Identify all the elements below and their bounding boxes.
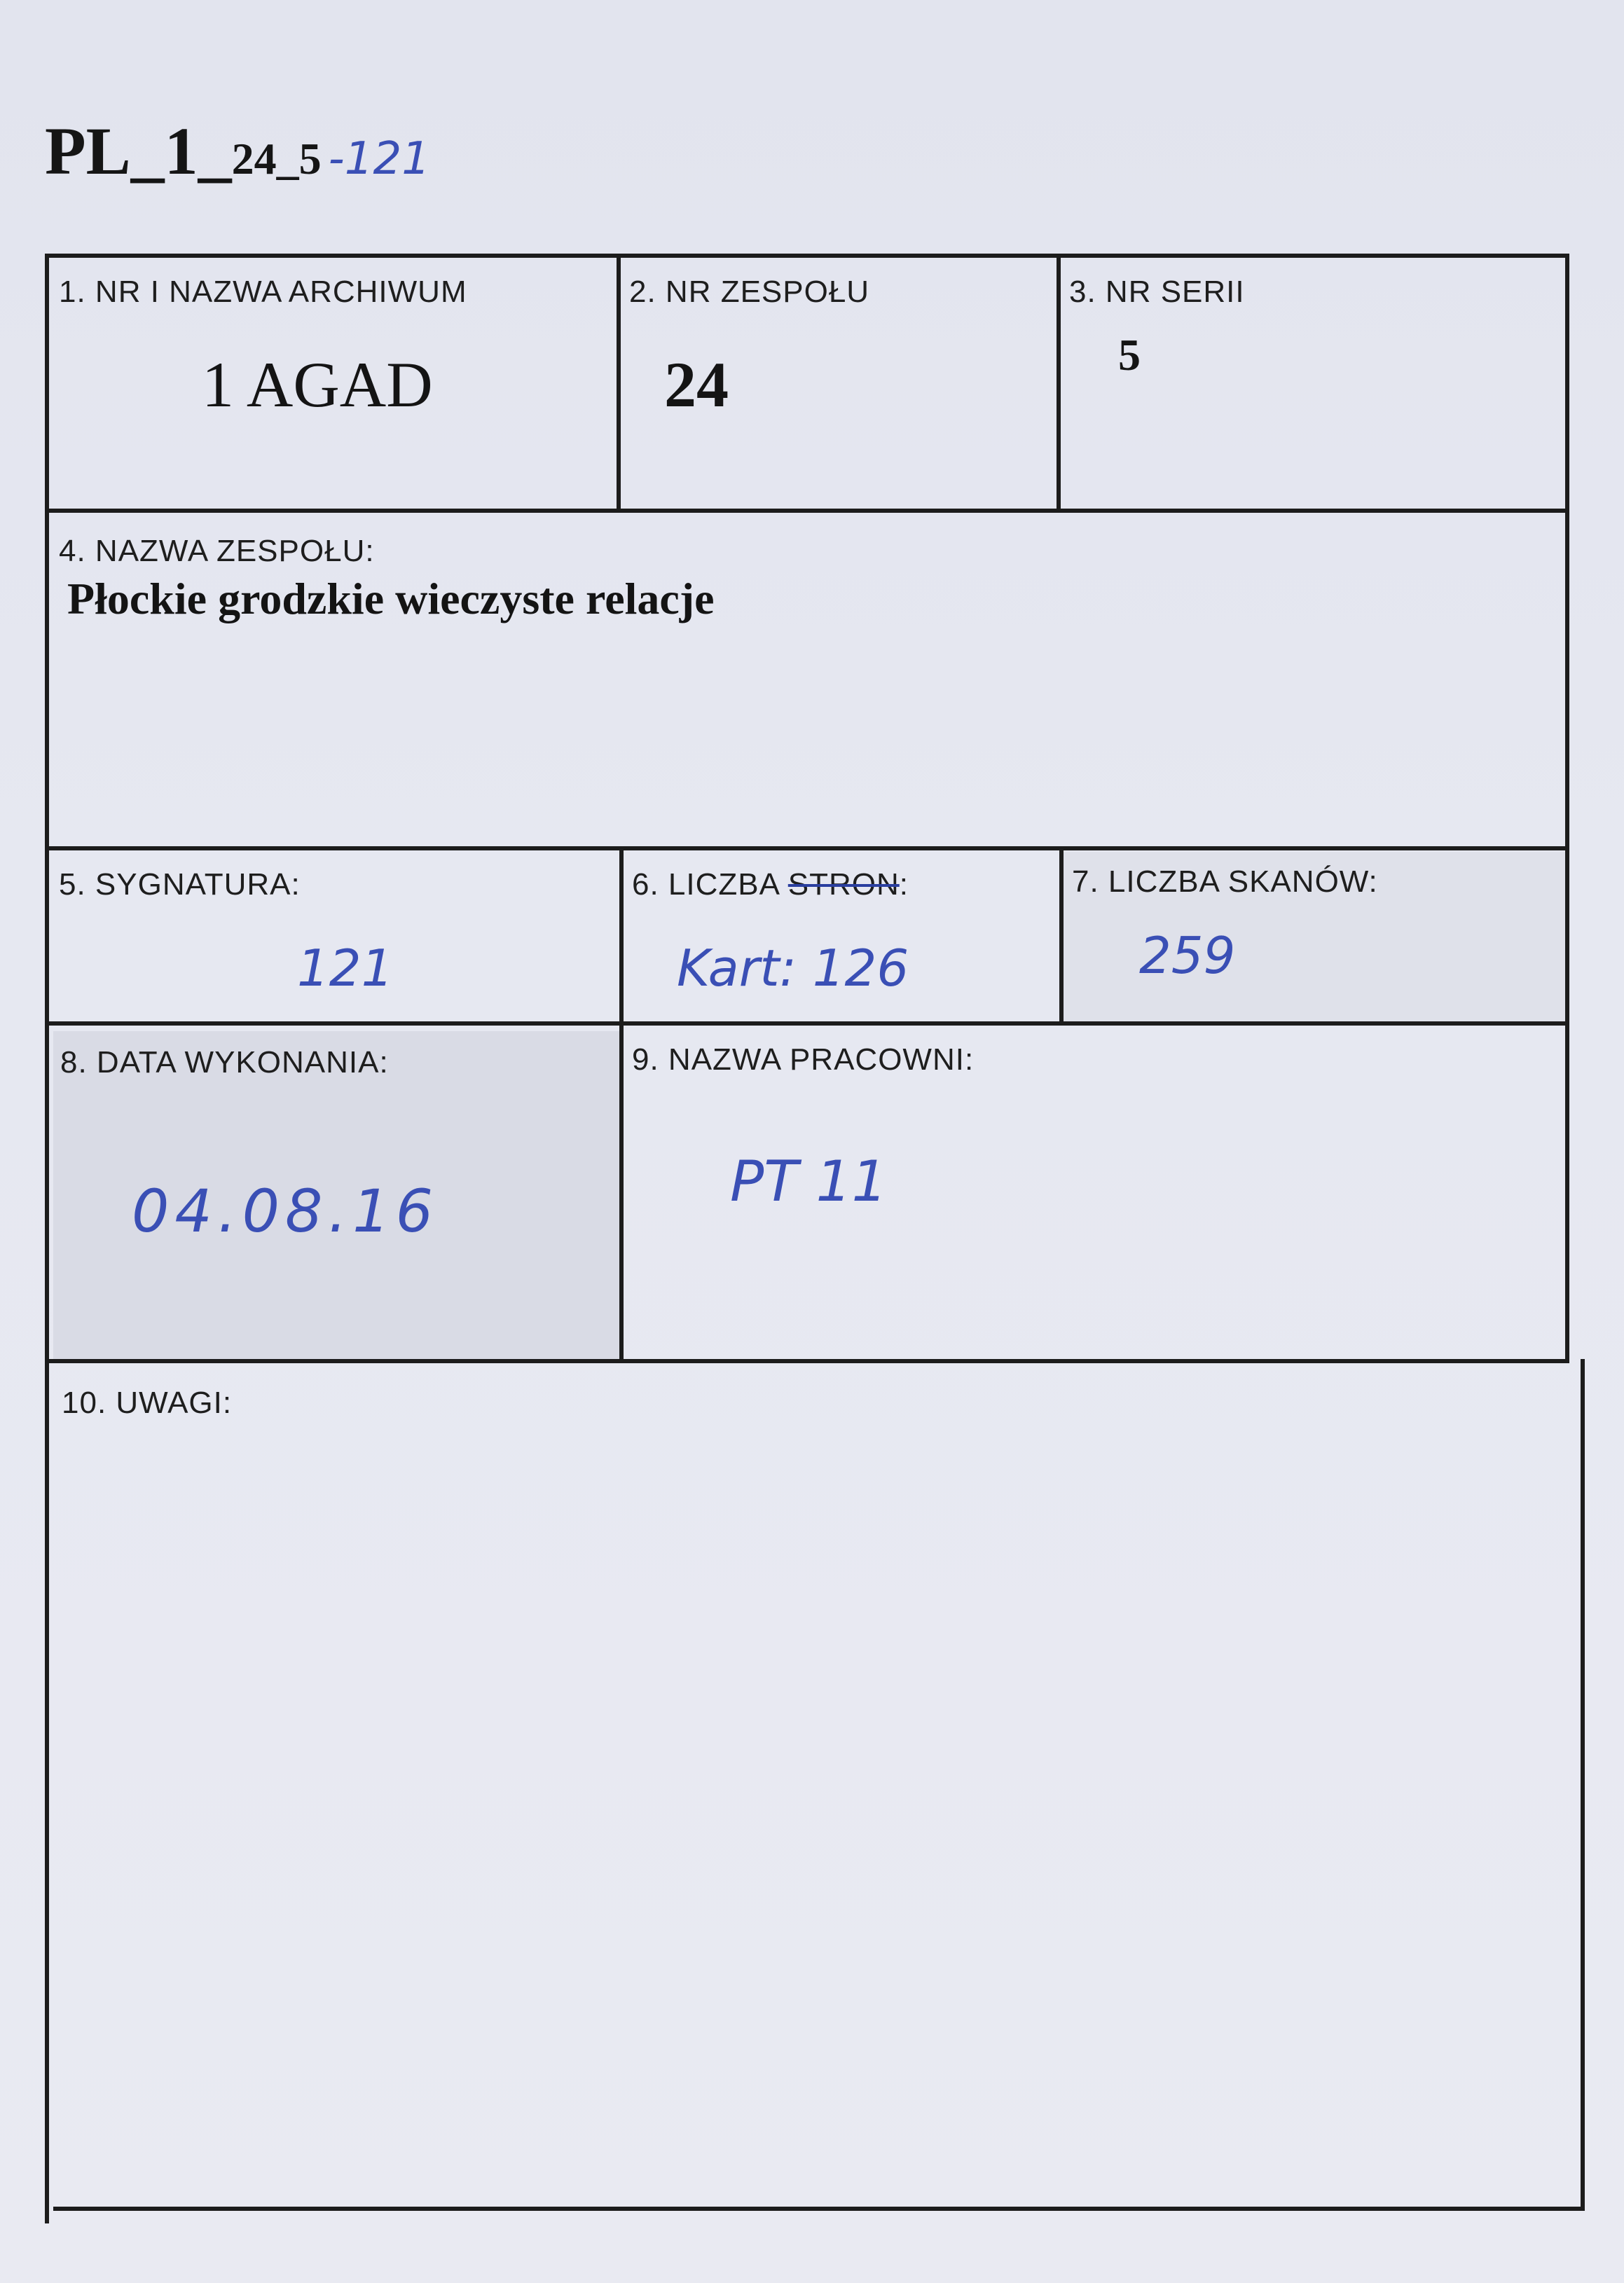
scans-label: 7. LICZBA SKANÓW: (1072, 864, 1378, 899)
document-code: PL_1_24_5 -121 (45, 113, 430, 188)
series-no-label: 3. NR SERII (1069, 275, 1245, 309)
archive-label: 1. NR I NAZWA ARCHIWUM (59, 275, 467, 309)
archive-value: 1 AGAD (202, 349, 433, 420)
fond-no-value: 24 (664, 349, 729, 420)
table-bottom-border (53, 2207, 1585, 2211)
fond-name-value: Płockie grodzkie wieczyste relacje (67, 574, 715, 623)
row1-bottom-line (45, 509, 1569, 513)
fond-name-label: 4. NAZWA ZESPOŁU: (59, 534, 375, 568)
table-top-border (45, 254, 1569, 258)
date-value: 04.08.16 (132, 1177, 439, 1246)
pages-label (632, 867, 909, 902)
table-right-border-lower (1581, 1359, 1585, 2209)
pages-value: Kart: 126 (677, 939, 909, 998)
row2-bottom-line (45, 846, 1569, 850)
code-series: 5 (298, 134, 322, 184)
row3-divider-1 (619, 846, 624, 1026)
code-handwritten: -121 (328, 133, 430, 185)
fond-no-label: 2. NR ZESPOŁU (629, 275, 870, 309)
signature-value: 121 (297, 939, 394, 998)
date-label: 8. DATA WYKONANIA: (60, 1045, 389, 1080)
table-right-border (1565, 254, 1569, 1362)
row1-divider-1 (617, 254, 621, 513)
row1-divider-2 (1057, 254, 1061, 513)
table-left-border (45, 254, 49, 2223)
pages-label-suffix: : (899, 867, 909, 902)
scans-value: 259 (1139, 926, 1236, 985)
row3-bottom-line (45, 1021, 1569, 1026)
code-fond: 24 (231, 134, 277, 184)
code-pl: PL (45, 113, 131, 188)
series-no-value: 5 (1118, 330, 1141, 380)
remarks-label: 10. UWAGI: (62, 1386, 233, 1420)
row4-bottom-line (49, 1359, 1569, 1363)
studio-value: PT 11 (730, 1149, 888, 1214)
pages-label-struck: STRON (787, 867, 900, 902)
pages-label-prefix: 6. LICZBA (632, 867, 788, 902)
signature-label: 5. SYGNATURA: (59, 867, 301, 902)
row4-divider (619, 1021, 624, 1363)
studio-label: 9. NAZWA PRACOWNI: (632, 1042, 975, 1077)
code-archive: 1 (164, 113, 198, 188)
row3-divider-2 (1059, 846, 1064, 1026)
